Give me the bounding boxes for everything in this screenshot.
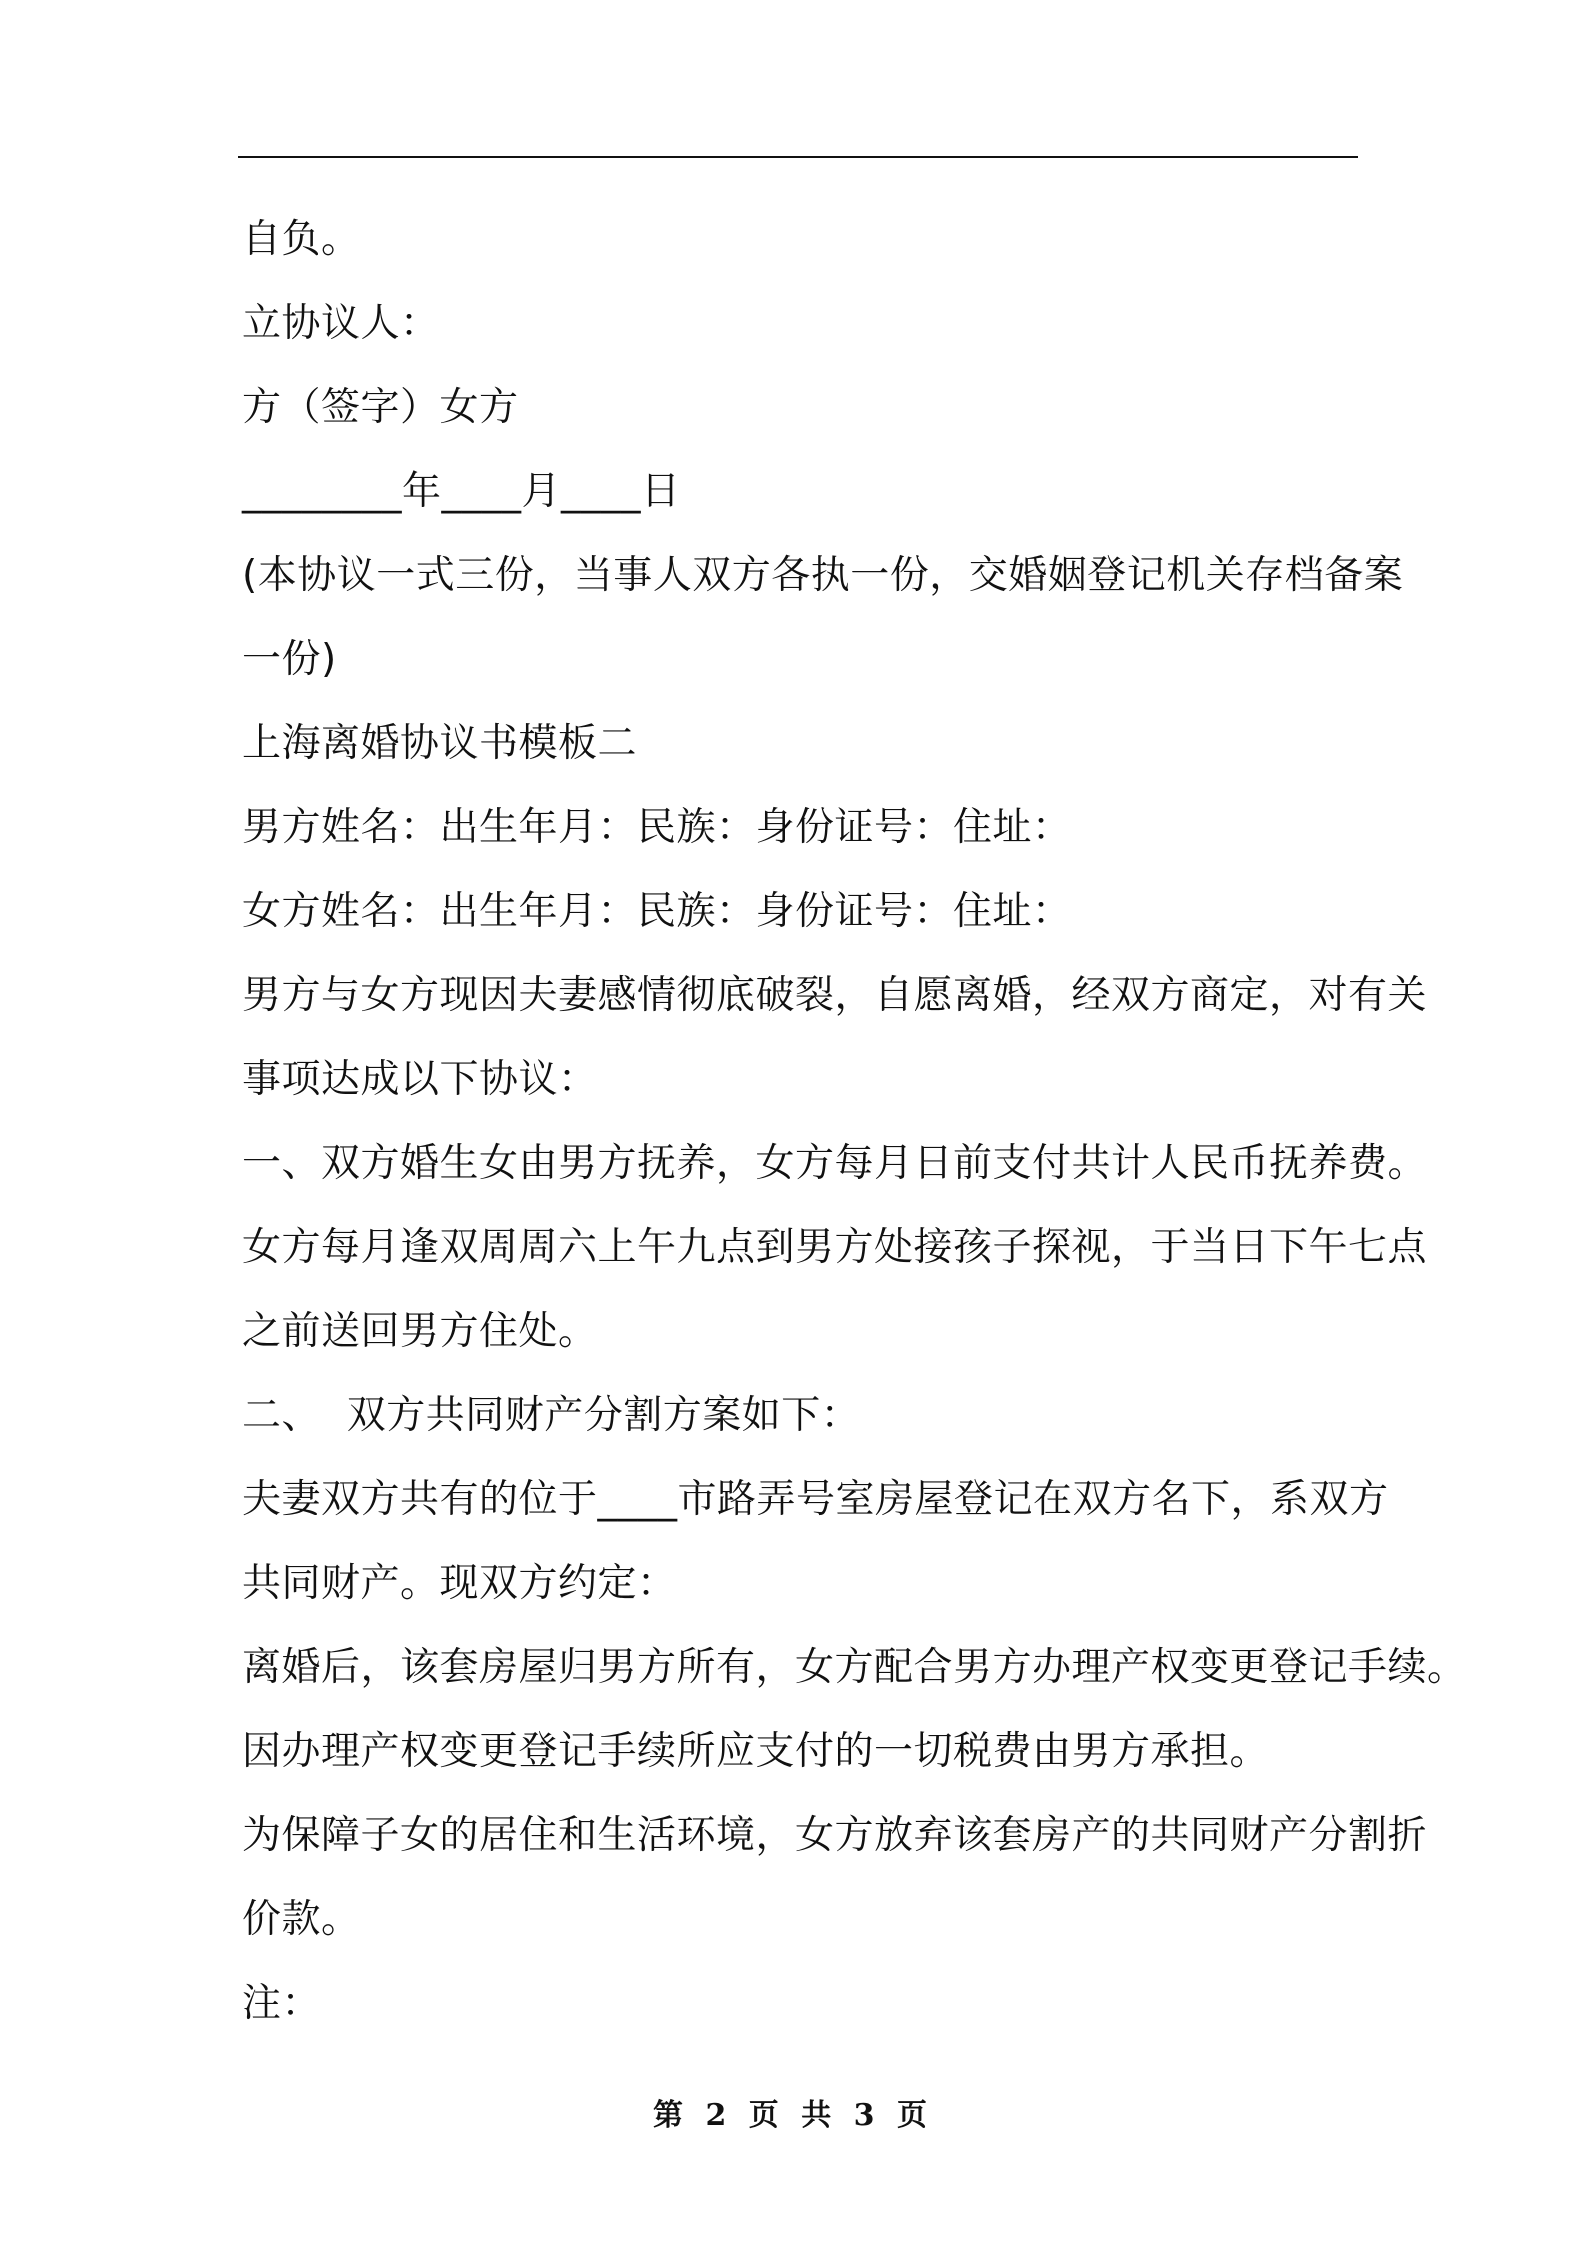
text-line: 方（签字）女方 <box>242 385 519 430</box>
text-line: 注： <box>242 1981 322 2026</box>
text-line: (本协议一式三份，当事人双方各执一份，交婚姻登记机关存档备案 <box>242 553 1404 598</box>
text-line: 女方每月逢双周周六上午九点到男方处接孩子探视，于当日下午七点 <box>242 1225 1428 1270</box>
header-rule <box>238 156 1358 158</box>
text-line: 事项达成以下协议： <box>242 1057 598 1102</box>
section-title: 上海离婚协议书模板二 <box>242 721 638 766</box>
page-number-footer: 第 2 页 共 3 页 <box>653 2098 933 2133</box>
text-line: 价款。 <box>242 1897 361 1942</box>
text-line: 二、 双方共同财产分割方案如下： <box>242 1393 861 1438</box>
text-line: 一、双方婚生女由男方抚养，女方每月日前支付共计人民币抚养费。 <box>242 1141 1428 1186</box>
text-line: 之前送回男方住处。 <box>242 1309 598 1354</box>
text-line: 男方与女方现因夫妻感情彻底破裂，自愿离婚，经双方商定，对有关 <box>242 973 1428 1018</box>
text-line: 立协议人： <box>242 301 440 346</box>
text-line: 一份) <box>242 637 337 682</box>
text-line: 夫妻双方共有的位于____市路弄号室房屋登记在双方名下，系双方 <box>242 1477 1389 1522</box>
document-body <box>242 198 1467 2046</box>
text-line: 共同财产。现双方约定： <box>242 1561 677 1606</box>
text-line: 离婚后，该套房屋归男方所有，女方配合男方办理产权变更登记手续。 <box>242 1645 1467 1690</box>
text-line: 女方姓名：出生年月：民族：身份证号：住址： <box>242 889 1072 934</box>
text-line: 为保障子女的居住和生活环境，女方放弃该套房产的共同财产分割折 <box>242 1813 1428 1858</box>
text-line: 自负。 <box>242 217 361 262</box>
date-line: ________年____月____日 <box>242 469 681 514</box>
text-line: 因办理产权变更登记手续所应支付的一切税费由男方承担。 <box>242 1729 1270 1774</box>
text-line: 男方姓名：出生年月：民族：身份证号：住址： <box>242 805 1072 850</box>
